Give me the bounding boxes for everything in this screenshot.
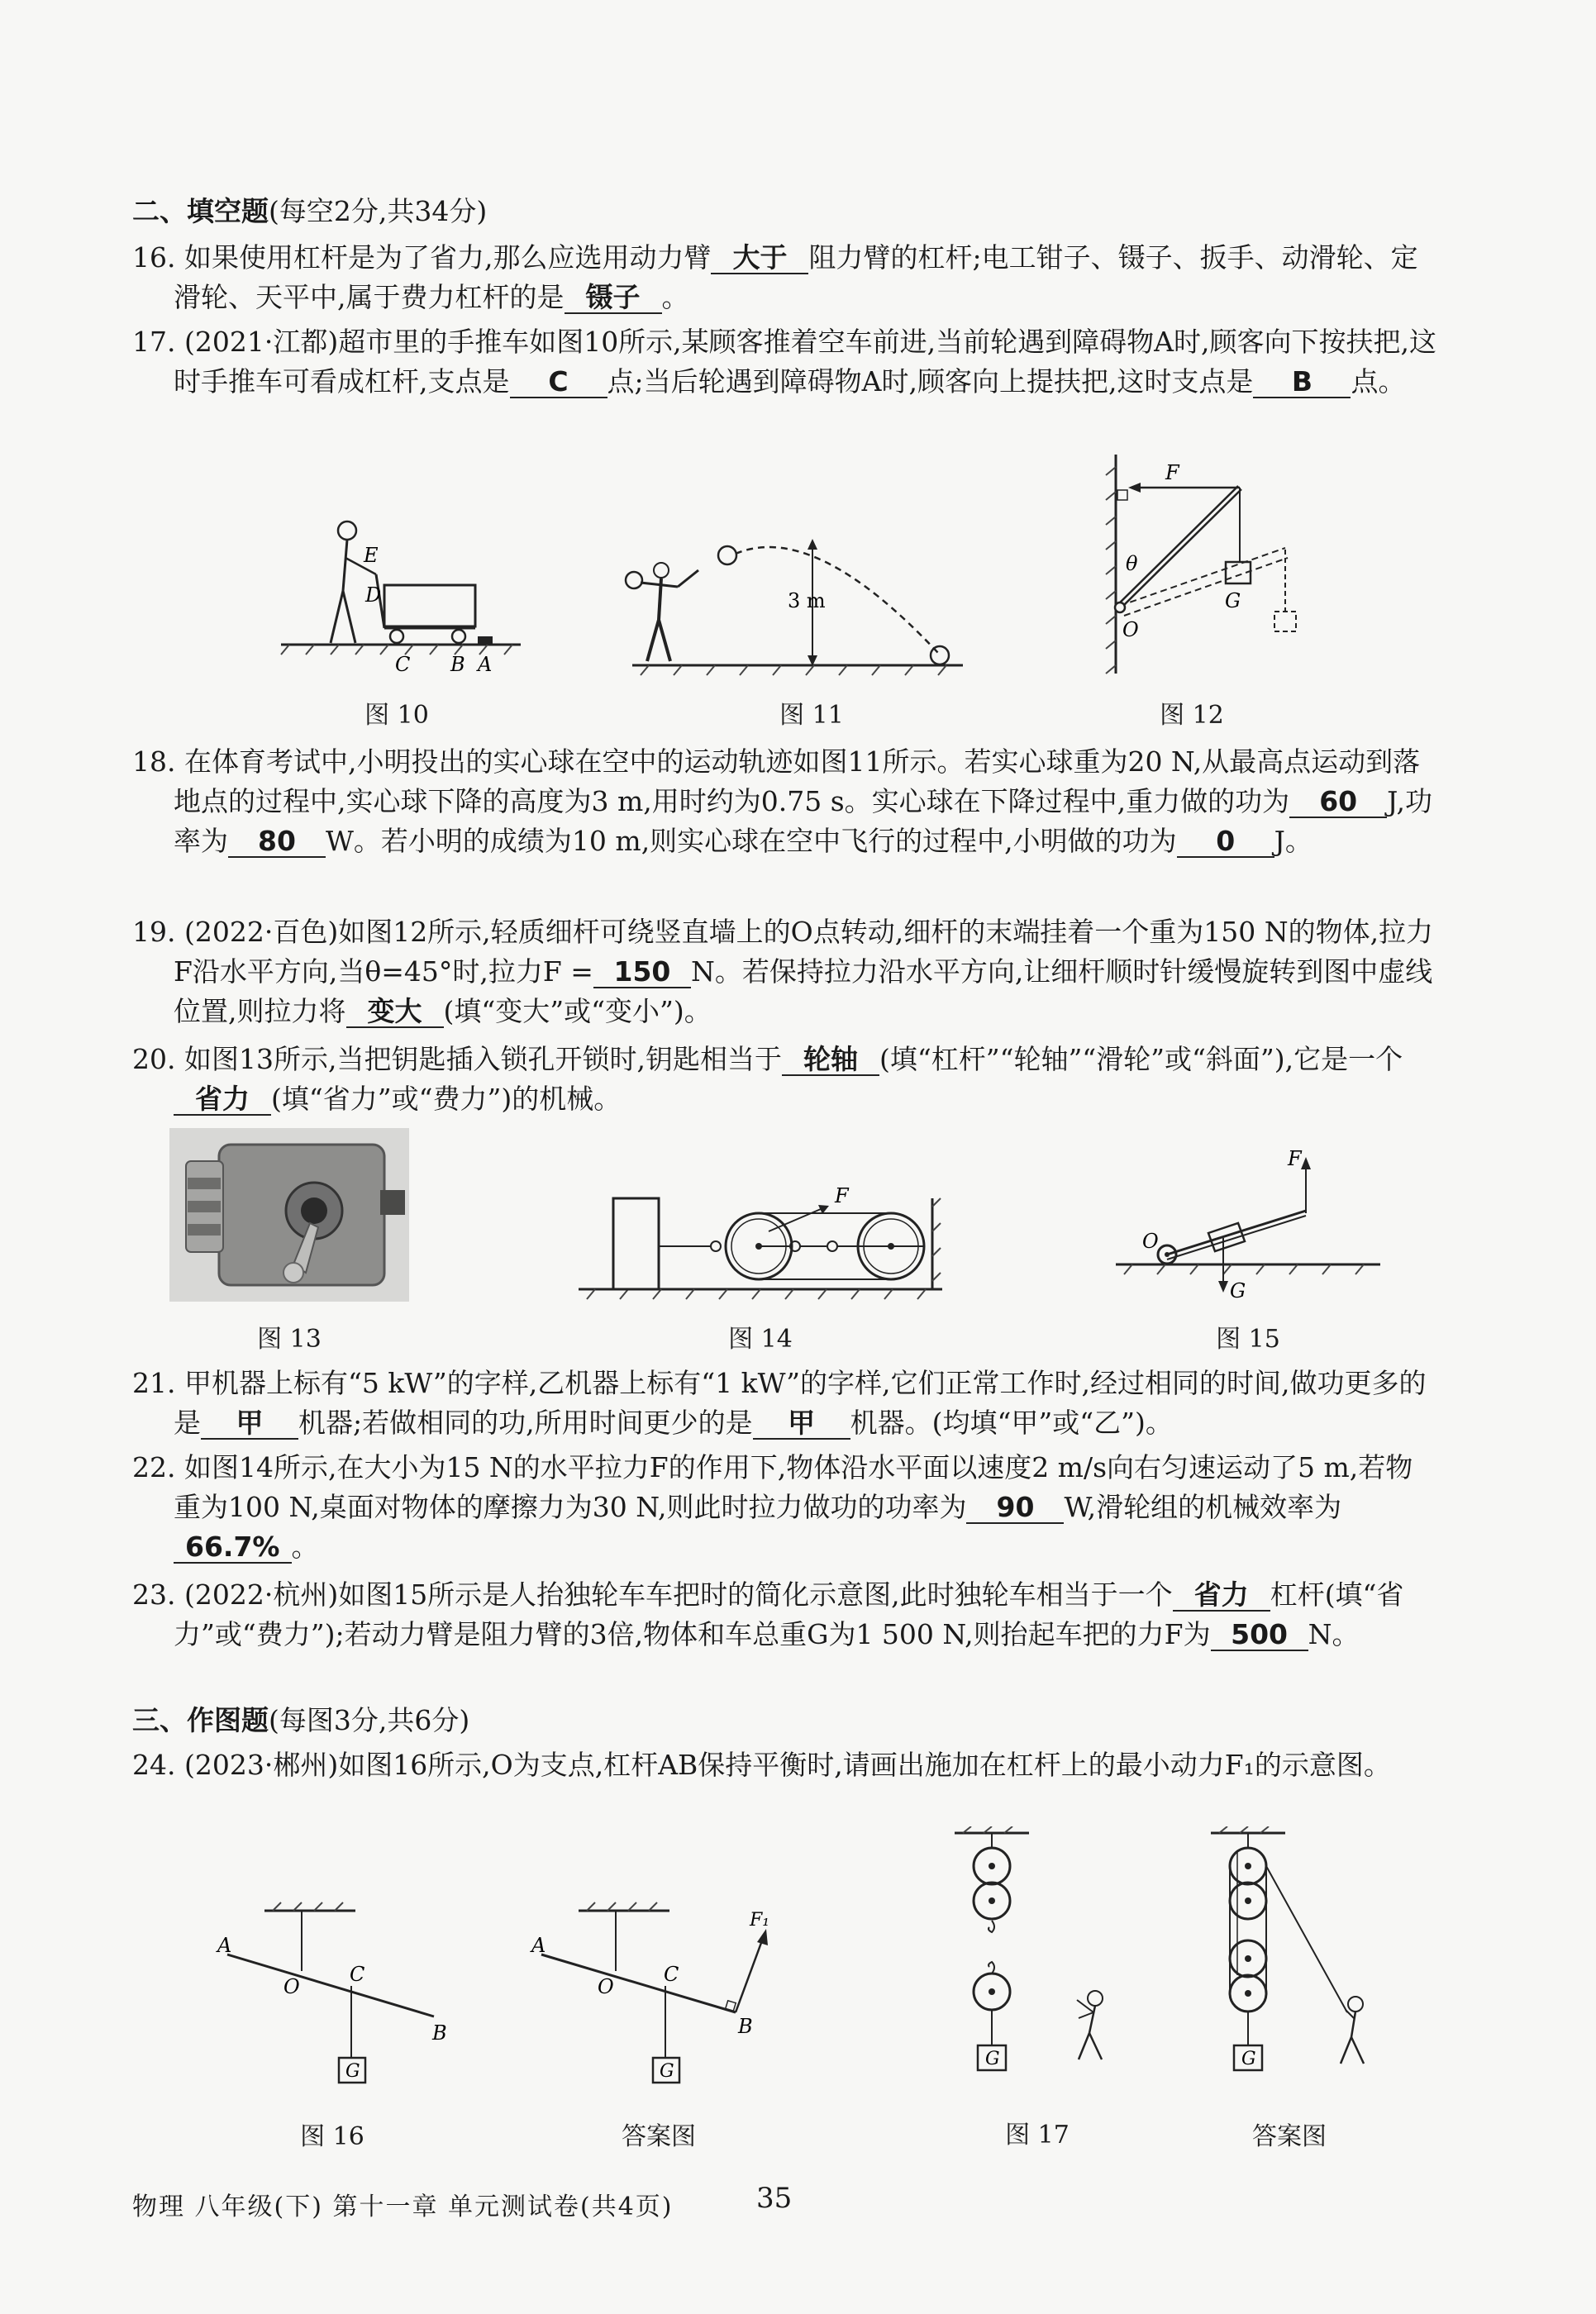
figure-12-rod bbox=[1074, 450, 1322, 682]
q17-text-1: 17. (2021·江都)超市里的手推车如图10所示,某顾客推着空车前进,当前轮遇到障碍物A时,顾客向下按扶把,这时手推车可看成杠杆,支点是 bbox=[132, 326, 1436, 398]
q23-answer-2: 500 bbox=[1211, 1620, 1308, 1651]
fig16-label-A: A bbox=[217, 1934, 232, 1957]
question-18 bbox=[132, 742, 1438, 861]
q22-text-1: 22. 如图14所示,在大小为15 N的水平拉力F的作用下,物体沿水平面以速度2 m/s向右匀速运动了5 m,若物重为100 N,桌面对物体的摩擦力为30 N,则此时拉力做功的功率为 bbox=[132, 1451, 1413, 1523]
figure-16-answer bbox=[525, 1901, 773, 2099]
question-19 bbox=[132, 912, 1438, 1031]
fig15-label-F: F bbox=[1288, 1149, 1302, 1170]
q20-text-3: (填“省力”或“费力”)的机械。 bbox=[271, 1083, 622, 1115]
q21-text-1: 21. 甲机器上标有“5 kW”的字样,乙机器上标有“1 kW”的字样,它们正常工作时,经过相同的时间,做功更多的是 bbox=[132, 1367, 1427, 1439]
figure-14-pulley bbox=[579, 1174, 942, 1306]
figure-10-caption: 图 10 bbox=[364, 701, 429, 730]
q20-text-2: (填“杠杆”“轮轴”“滑轮”或“斜面”),它是一个 bbox=[879, 1043, 1403, 1075]
figure-14-caption: 图 14 bbox=[728, 1325, 793, 1354]
question-24 bbox=[132, 1745, 1438, 1785]
q17-text-2: 点;当后轮遇到障碍物A时,顾客向上提扶把,这时支点是 bbox=[607, 365, 1254, 398]
q21-answer-2: 甲 bbox=[753, 1408, 850, 1440]
question-17 bbox=[132, 322, 1438, 402]
q20-answer-1: 轮轴 bbox=[782, 1045, 879, 1076]
q17-text-3: 点。 bbox=[1351, 365, 1406, 398]
q18-text-4: J。 bbox=[1274, 825, 1313, 857]
fig16ans-label-G: G bbox=[660, 2061, 674, 2082]
section-title: 二、填空题 bbox=[132, 195, 269, 227]
q19-answer-2: 变大 bbox=[346, 997, 444, 1028]
question-21 bbox=[132, 1364, 1438, 1443]
fig11-height-label: 3 m bbox=[788, 589, 826, 612]
section-2-heading bbox=[132, 192, 1438, 231]
q19-text-3: (填“变大”或“变小”)。 bbox=[443, 995, 712, 1027]
fig17ans-label-G: G bbox=[1241, 2049, 1256, 2069]
question-22 bbox=[132, 1448, 1438, 1567]
q21-text-2: 机器;若做相同的功,所用时间更少的是 bbox=[298, 1407, 753, 1439]
section-note: (每图3分,共6分) bbox=[269, 1704, 470, 1736]
q21-answer-1: 甲 bbox=[201, 1408, 298, 1440]
fig12-label-G: G bbox=[1225, 589, 1241, 612]
fig16-label-G: G bbox=[345, 2061, 360, 2082]
q23-text-3: N。 bbox=[1308, 1618, 1360, 1650]
q22-answer-2: 66.7% bbox=[174, 1532, 292, 1564]
figure-12-caption: 图 12 bbox=[1160, 701, 1224, 730]
q16-text-2: 阻力臂的杠杆;电工钳子、镊子、扳手、动滑轮、定滑轮、天平中,属于费力杠杆的是 bbox=[174, 241, 1418, 313]
q17-answer-1: C bbox=[510, 367, 607, 398]
q16-text-3: 。 bbox=[661, 281, 689, 313]
fig15-label-O: O bbox=[1142, 1230, 1159, 1253]
fig10-label-D: D bbox=[365, 583, 382, 607]
fig16ans-label-B: B bbox=[738, 2015, 753, 2038]
figure-11-trajectory bbox=[616, 529, 979, 686]
figure-16-lever bbox=[211, 1901, 459, 2099]
q18-text-3: W。若小明的成绩为10 m,则实心球在空中飞行的过程中,小明做的功为 bbox=[326, 825, 1177, 857]
figure-17-answer-caption: 答案图 bbox=[1252, 2122, 1327, 2151]
fig12-label-F: F bbox=[1165, 461, 1179, 484]
q22-answer-1: 90 bbox=[966, 1493, 1064, 1524]
q16-text-1: 16. 如果使用杠杆是为了省力,那么应选用动力臂 bbox=[132, 241, 712, 274]
q24-text-1: 24. (2023·郴州)如图16所示,O为支点,杠杆AB保持平衡时,请画出施加在杠杆上的最小动力F₁的示意图。 bbox=[132, 1749, 1391, 1781]
figure-10-cart bbox=[273, 512, 529, 686]
q19-answer-1: 150 bbox=[593, 957, 691, 988]
fig16ans-label-A: A bbox=[531, 1934, 546, 1957]
page-footer: 物理 八年级(下) 第十一章 单元测试卷(共4页) bbox=[132, 2193, 674, 2221]
section-3-heading bbox=[132, 1701, 1438, 1740]
question-16 bbox=[132, 238, 1438, 317]
figure-17-answer bbox=[1194, 1826, 1384, 2099]
section-title: 三、作图题 bbox=[132, 1704, 269, 1736]
q18-answer-3: 0 bbox=[1177, 826, 1274, 858]
fig10-label-B: B bbox=[450, 653, 465, 676]
q23-answer-1: 省力 bbox=[1173, 1580, 1270, 1612]
q19-text-2: N。若保持拉力沿水平方向,让细杆顺时针缓慢旋转到图中虚线位置,则拉力将 bbox=[174, 955, 1433, 1027]
figure-13-lock-photo bbox=[169, 1128, 409, 1302]
figure-16-caption: 图 16 bbox=[300, 2122, 364, 2151]
fig15-label-G: G bbox=[1230, 1279, 1246, 1302]
q20-answer-2: 省力 bbox=[174, 1084, 271, 1116]
q16-answer-1: 大于 bbox=[711, 243, 808, 274]
figure-17-caption: 图 17 bbox=[1005, 2121, 1070, 2150]
fig12-label-theta: θ bbox=[1126, 552, 1138, 575]
q17-answer-2: B bbox=[1253, 367, 1351, 398]
fig17-label-G: G bbox=[985, 2049, 1000, 2069]
q18-answer-2: 80 bbox=[228, 826, 326, 858]
fig10-label-A: A bbox=[478, 653, 493, 676]
fig10-label-E: E bbox=[364, 544, 379, 567]
q21-text-3: 机器。(均填“甲”或“乙”)。 bbox=[850, 1407, 1173, 1439]
q23-text-2: 杠杆(填“省力”或“费力”);若动力臂是阻力臂的3倍,物体和车总重G为1 500 N,则抬起车把的力F为 bbox=[174, 1578, 1404, 1650]
q22-text-2: W,滑轮组的机械效率为 bbox=[1064, 1491, 1342, 1523]
fig14-label-F: F bbox=[835, 1184, 849, 1207]
q22-text-3: 。 bbox=[291, 1531, 319, 1563]
q18-text-2: J,功率为 bbox=[174, 785, 1432, 857]
question-23 bbox=[132, 1575, 1438, 1655]
fig16-label-O: O bbox=[283, 1975, 300, 1998]
q20-text-1: 20. 如图13所示,当把钥匙插入锁孔开锁时,钥匙相当于 bbox=[132, 1043, 782, 1075]
fig16ans-label-C: C bbox=[664, 1963, 679, 1986]
fig16ans-label-O: O bbox=[598, 1975, 614, 1998]
section-note: (每空2分,共34分) bbox=[269, 195, 488, 227]
page-number: 35 bbox=[756, 2182, 793, 2215]
question-20 bbox=[132, 1040, 1438, 1119]
q18-answer-1: 60 bbox=[1289, 787, 1387, 818]
figure-15-caption: 图 15 bbox=[1216, 1325, 1280, 1354]
q23-text-1: 23. (2022·杭州)如图15所示是人抬独轮车车把时的简化示意图,此时独轮车相当于一个 bbox=[132, 1578, 1173, 1611]
fig16-label-B: B bbox=[432, 2021, 447, 2045]
fig10-label-C: C bbox=[395, 653, 411, 676]
fig16ans-label-F1: F₁ bbox=[750, 1910, 770, 1931]
fig16-label-C: C bbox=[350, 1963, 365, 1986]
figure-16-answer-caption: 答案图 bbox=[622, 2122, 696, 2151]
q19-text-1: 19. (2022·百色)如图12所示,轻质细杆可绕竖直墙上的O点转动,细杆的末端挂着一个重为150 N的物体,拉力F沿水平方向,当θ=45°时,拉力F = bbox=[132, 916, 1434, 988]
figure-13-caption: 图 13 bbox=[257, 1325, 322, 1354]
figure-15-wheelbarrow bbox=[1108, 1149, 1389, 1306]
figure-11-caption: 图 11 bbox=[779, 701, 844, 730]
figure-17-pulleys bbox=[938, 1826, 1120, 2099]
q18-text-1: 18. 在体育考试中,小明投出的实心球在空中的运动轨迹如图11所示。若实心球重为20 N,从最高点运动到落地点的过程中,实心球下降的高度为3 m,用时约为0.75 s。实心球在下降过程中,重力做的功为 bbox=[132, 745, 1421, 817]
q16-answer-2: 镊子 bbox=[565, 283, 662, 314]
fig12-label-O: O bbox=[1122, 618, 1139, 641]
